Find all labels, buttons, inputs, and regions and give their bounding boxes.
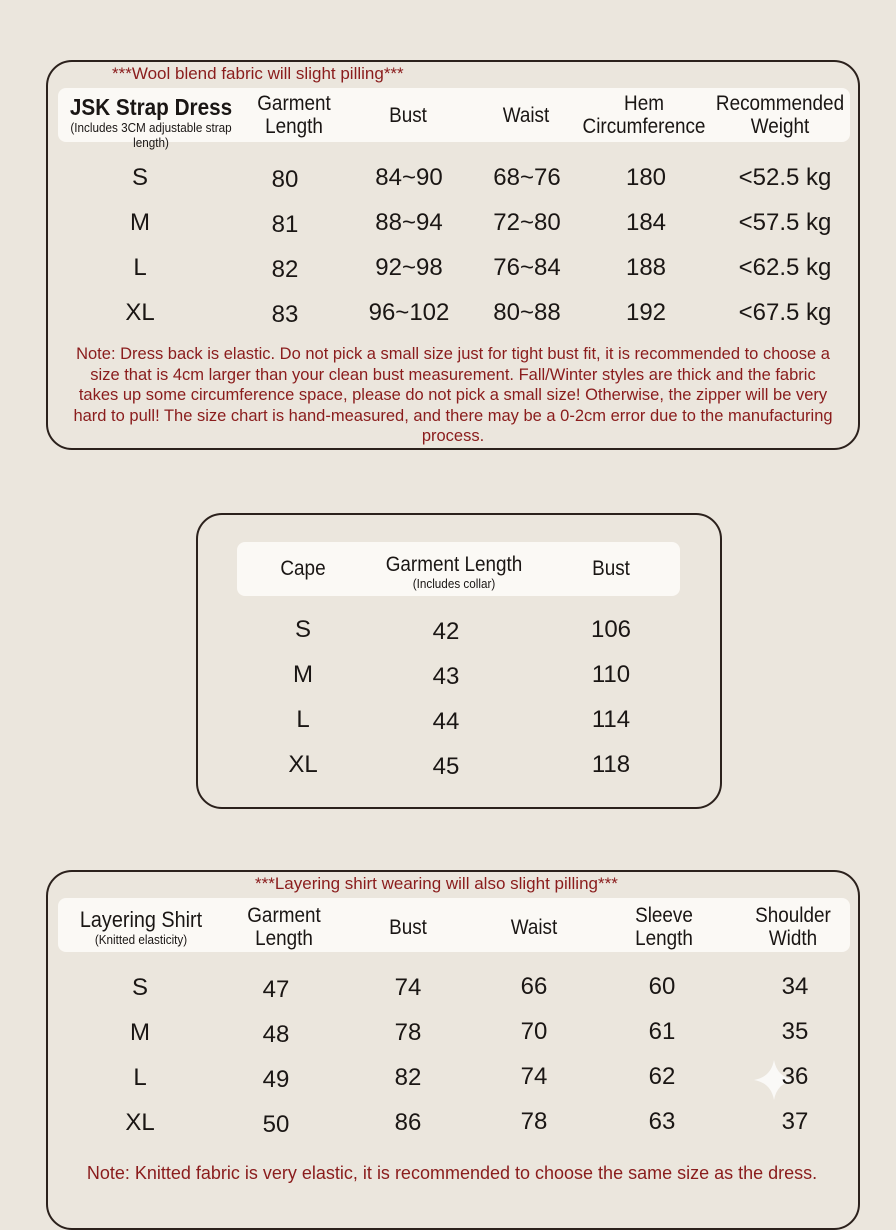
dress-cell-size: S xyxy=(131,164,148,191)
dress-cell-weight: <62.5 kg xyxy=(738,254,832,281)
cape-col-length-text: Garment Length xyxy=(385,553,523,576)
dress-cell-length: 83 xyxy=(271,301,299,328)
cape-cell-size: S xyxy=(294,616,311,643)
cape-col-length-sub: (Includes collar) xyxy=(412,576,496,591)
shirt-cell-length: 50 xyxy=(262,1111,290,1138)
cape-table-title: Cape xyxy=(280,557,326,580)
shirt-cell-sleeve: 61 xyxy=(648,1018,676,1045)
shirt-col-sleeve: Sleeve Length xyxy=(635,904,693,950)
dress-cell-hem: 184 xyxy=(625,209,667,236)
dress-cell-length: 81 xyxy=(271,211,299,238)
dress-cell-waist: 80~88 xyxy=(493,299,561,326)
dress-cell-weight: <57.5 kg xyxy=(738,209,832,236)
shirt-note: Note: Knitted fabric is very elastic, it is recommended to choose the same size as the dress. xyxy=(86,1163,818,1183)
shirt-cell-size: M xyxy=(130,1019,150,1046)
shirt-cell-bust: 78 xyxy=(394,1019,422,1046)
shirt-cell-bust: 82 xyxy=(394,1064,422,1091)
shirt-cell-bust: 74 xyxy=(394,974,422,1001)
cape-col-length xyxy=(362,553,546,591)
shirt-cell-shoulder: 36 xyxy=(781,1063,809,1090)
dress-cell-waist: 68~76 xyxy=(493,164,561,191)
shirt-cell-sleeve: 63 xyxy=(648,1108,676,1135)
shirt-col-shoulder: Shoulder Width xyxy=(755,904,831,950)
dress-note: Note: Dress back is elastic. Do not pick a small size just for tight bust fit, it is recommended to choose a size that is 4cm larger than your clean bust measurement. Fall/Winter styles are thick and the fabric takes up some circumference space, please do not pick a small size! Otherwise, the zipper will be very hard to pull! The size chart is hand-measured, and there may be a 0-2cm error due to the manufacturing process. xyxy=(73,345,833,445)
cape-cell-size: XL xyxy=(288,751,318,778)
shirt-cell-waist: 66 xyxy=(520,973,548,1000)
shirt-col-waist: Waist xyxy=(510,916,558,939)
shirt-cell-shoulder: 34 xyxy=(781,973,809,1000)
shirt-title-text: Layering Shirt xyxy=(79,907,203,932)
cape-cell-length: 43 xyxy=(432,663,460,690)
dress-cell-bust: 84~90 xyxy=(375,164,443,191)
shirt-cell-waist: 78 xyxy=(520,1108,548,1135)
cape-cell-size: M xyxy=(293,661,313,688)
dress-cell-bust: 88~94 xyxy=(375,209,443,236)
dress-cell-size: L xyxy=(133,254,147,281)
shirt-cell-length: 48 xyxy=(262,1021,290,1048)
shirt-cell-waist: 70 xyxy=(520,1018,548,1045)
dress-table-title xyxy=(69,96,233,150)
shirt-cell-length: 49 xyxy=(262,1066,290,1093)
dress-cell-hem: 192 xyxy=(625,299,667,326)
cape-col-bust: Bust xyxy=(592,557,630,580)
dress-pilling-warning: ***Wool blend fabric will slight pilling*** xyxy=(112,64,404,83)
dress-cell-weight: <52.5 kg xyxy=(738,164,832,191)
dress-col-length: Garment Length xyxy=(257,92,331,138)
shirt-col-length: Garment Length xyxy=(247,904,321,950)
cape-cell-bust: 118 xyxy=(591,751,631,778)
dress-col-waist: Waist xyxy=(502,104,550,127)
dress-cell-size: M xyxy=(130,209,150,236)
shirt-cell-shoulder: 37 xyxy=(781,1108,809,1135)
shirt-cell-length: 47 xyxy=(262,976,290,1003)
dress-cell-waist: 72~80 xyxy=(493,209,561,236)
cape-cell-length: 45 xyxy=(432,753,460,780)
dress-title-sub: (Includes 3CM adjustable strap length) xyxy=(70,120,232,150)
cape-cell-bust: 114 xyxy=(591,706,631,733)
shirt-title-sub: (Knitted elasticity) xyxy=(94,932,188,947)
cape-cell-length: 44 xyxy=(432,708,460,735)
shirt-pilling-warning: ***Layering shirt wearing will also slight pilling*** xyxy=(255,874,618,893)
shirt-cell-sleeve: 62 xyxy=(648,1063,676,1090)
dress-cell-length: 82 xyxy=(271,256,299,283)
shirt-cell-sleeve: 60 xyxy=(648,973,676,1000)
shirt-cell-size: L xyxy=(133,1064,147,1091)
shirt-cell-bust: 86 xyxy=(394,1109,422,1136)
dress-cell-hem: 188 xyxy=(625,254,667,281)
dress-cell-bust: 96~102 xyxy=(368,299,450,326)
dress-cell-size: XL xyxy=(125,299,155,326)
cape-cell-size: L xyxy=(296,706,310,733)
shirt-col-bust: Bust xyxy=(389,916,427,939)
cape-cell-bust: 106 xyxy=(590,616,632,643)
dress-col-bust: Bust xyxy=(389,104,427,127)
shirt-cell-size: S xyxy=(131,974,148,1001)
dress-cell-weight: <67.5 kg xyxy=(738,299,832,326)
shirt-cell-shoulder: 35 xyxy=(781,1018,809,1045)
dress-cell-length: 80 xyxy=(271,166,299,193)
cape-cell-length: 42 xyxy=(432,618,460,645)
dress-cell-bust: 92~98 xyxy=(375,254,443,281)
shirt-cell-size: XL xyxy=(125,1109,155,1136)
shirt-table-title xyxy=(66,908,215,947)
cape-cell-bust: 110 xyxy=(591,661,631,688)
dress-cell-waist: 76~84 xyxy=(493,254,561,281)
dress-title-text: JSK Strap Dress xyxy=(69,94,233,120)
dress-col-weight: Recommended Weight xyxy=(715,92,845,138)
dress-cell-hem: 180 xyxy=(625,164,667,191)
shirt-cell-waist: 74 xyxy=(520,1063,548,1090)
dress-col-hem: Hem Circumference xyxy=(582,92,706,138)
